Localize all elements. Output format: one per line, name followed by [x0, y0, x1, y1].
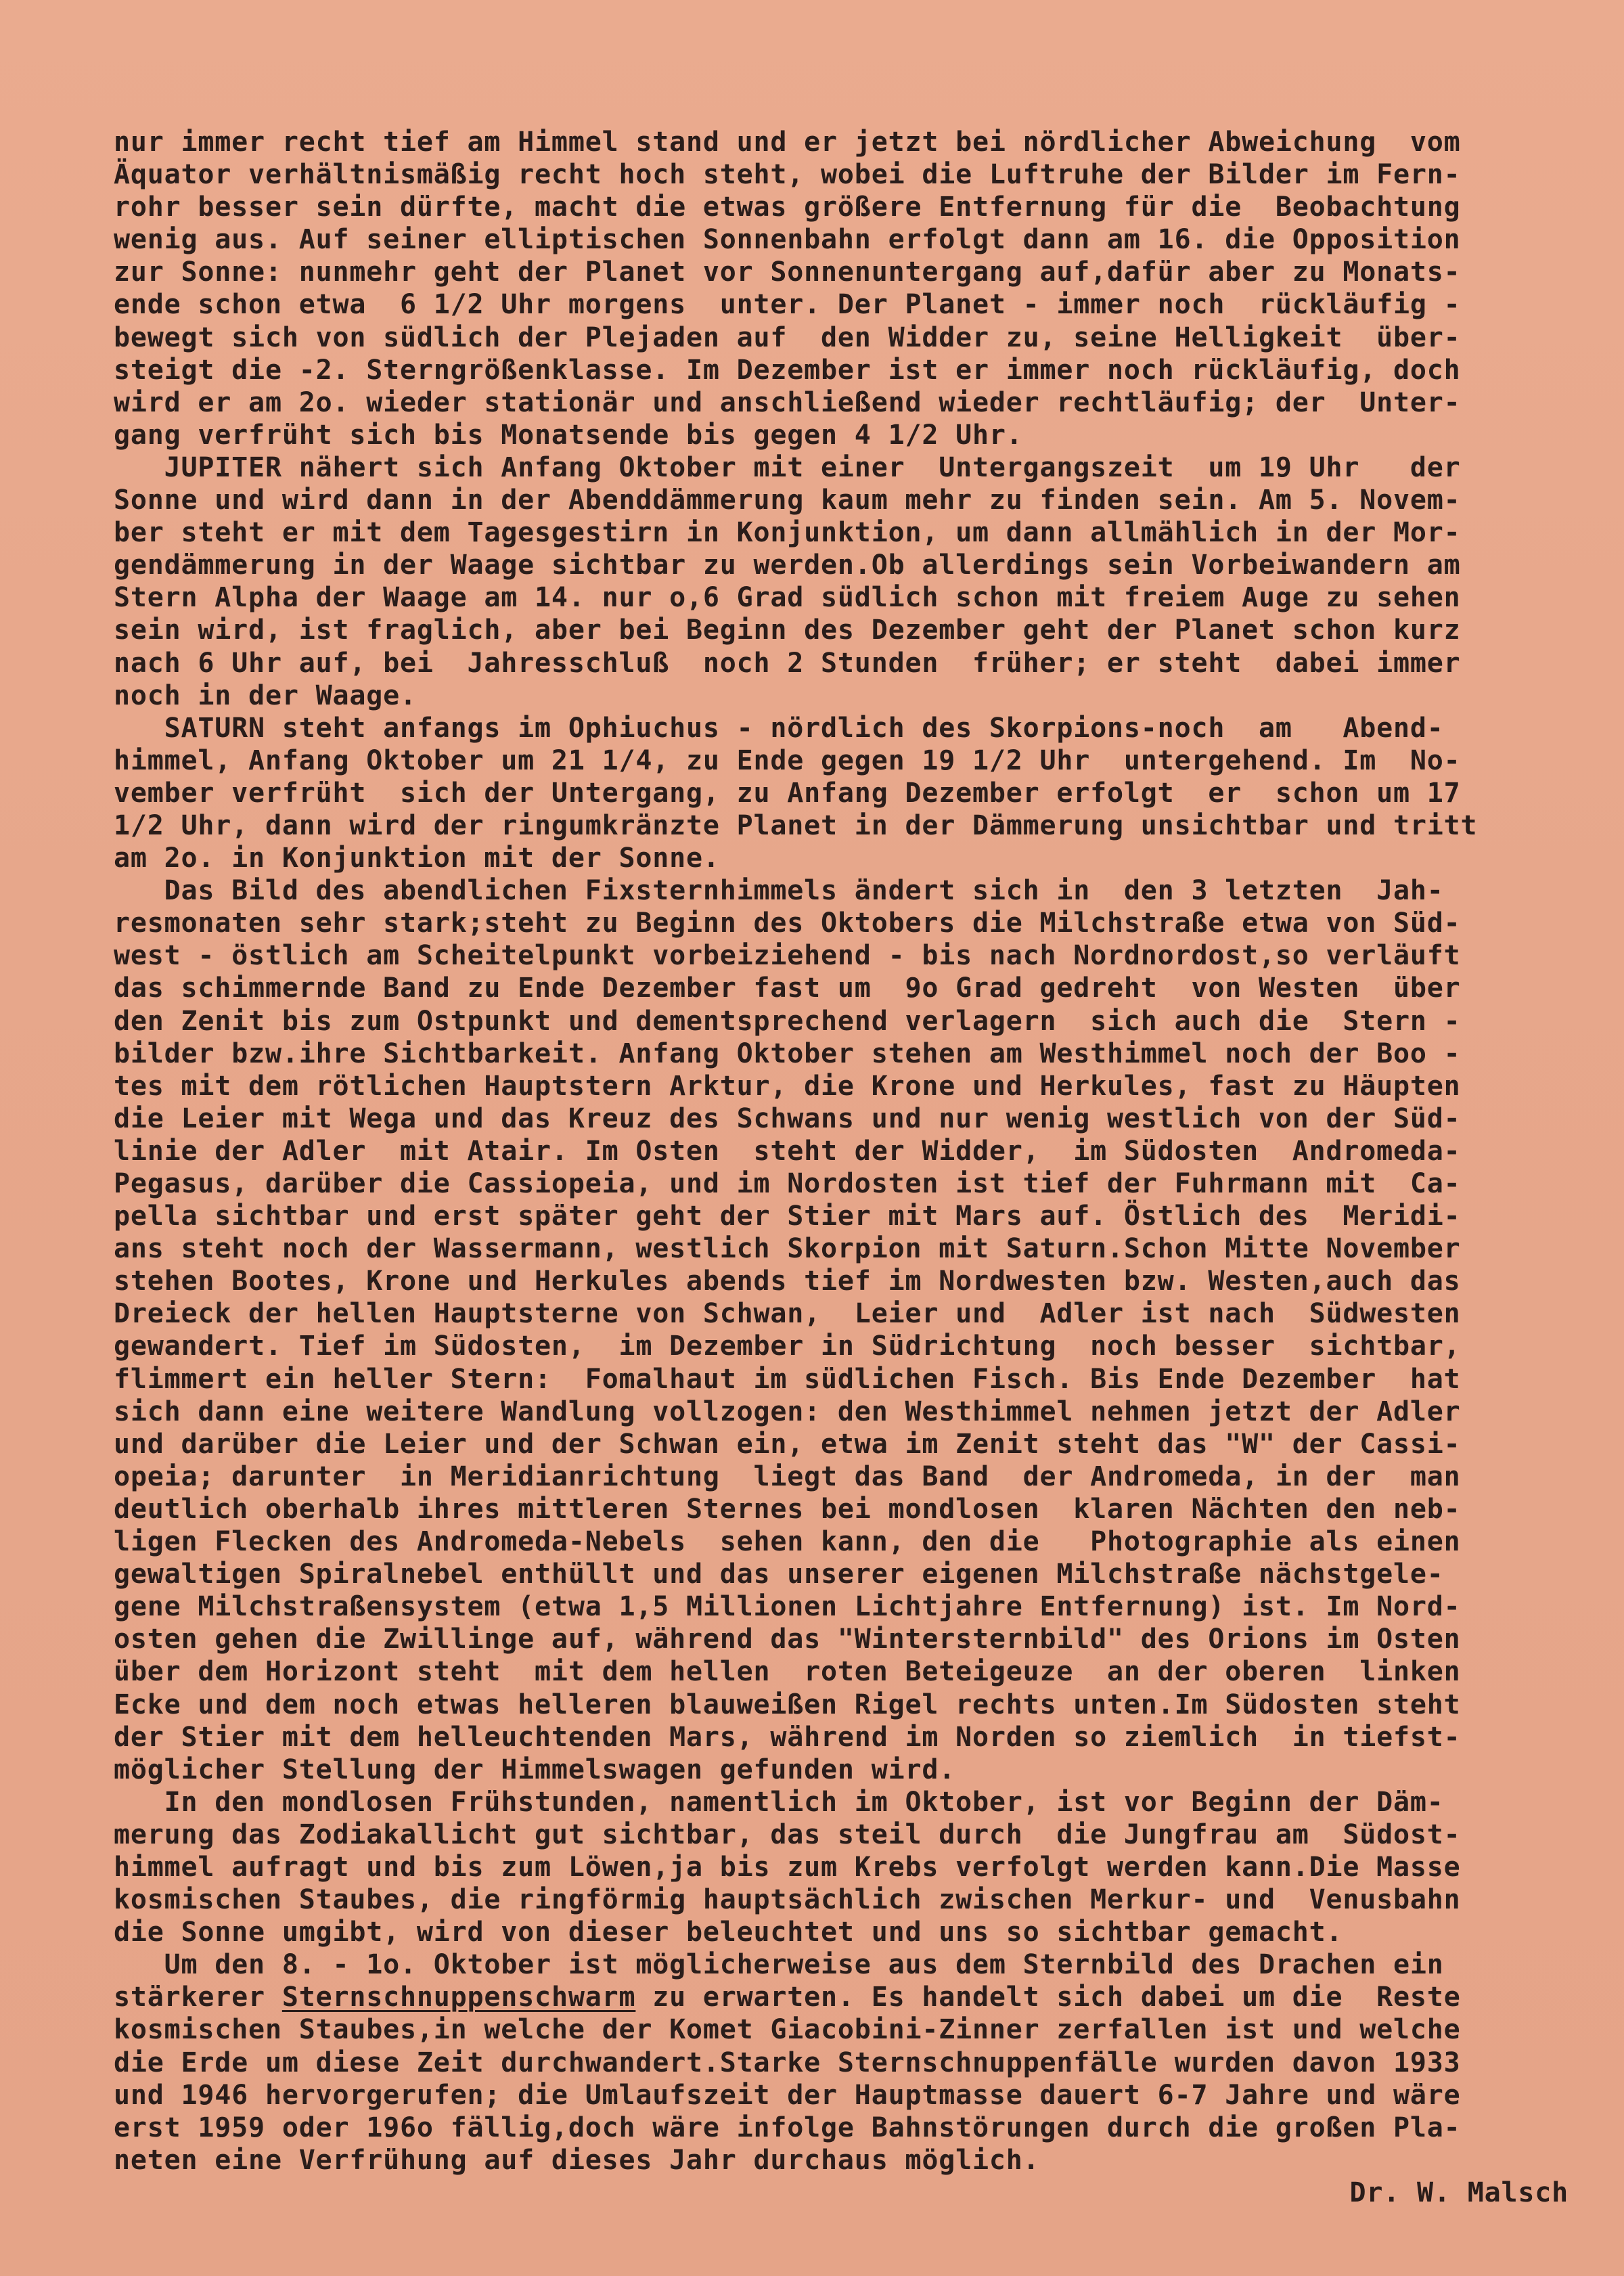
text-line: wird er am 2o. wieder stationär und anschließend wieder rechtläufig; der Unter- — [114, 386, 1461, 418]
text-line: neten eine Verfrühung auf dieses Jahr durchaus möglich. — [114, 2144, 1040, 2176]
text-line: bilder bzw.ihre Sichtbarkeit. Anfang Oktober stehen am Westhimmel noch der Boo - — [114, 1037, 1461, 1069]
text-line: den Zenit bis zum Ostpunkt und dementsprechend verlagern sich auch die Stern - — [114, 1005, 1461, 1037]
text-line: vember verfrüht sich der Untergang, zu Anfang Dezember erfolgt er schon um 17 — [114, 777, 1461, 809]
text-line: Dreieck der hellen Hauptsterne von Schwan, Leier und Adler ist nach Südwesten — [114, 1298, 1461, 1330]
text-line: 1/2 Uhr, dann wird der ringumkränzte Planet in der Dämmerung unsichtbar und tritt — [114, 809, 1478, 841]
text-line: In den mondlosen Frühstunden, namentlich im Oktober, ist vor Beginn der Däm- — [114, 1786, 1444, 1818]
text-line: gendämmerung in der Waage sichtbar zu werden.Ob allerdings sein Vorbeiwandern am — [114, 550, 1461, 581]
typewritten-text — [114, 126, 1569, 2209]
text-line: wenig aus. Auf seiner elliptischen Sonnenbahn erfolgt dann am 16. die Opposition — [114, 224, 1461, 256]
text-line: pella sichtbar und erst später geht der Stier mit Mars auf. Östlich des Meridi- — [114, 1201, 1461, 1232]
text-line: flimmert ein heller Stern: Fomalhaut im südlichen Fisch. Bis Ende Dezember hat — [114, 1363, 1461, 1395]
text-line: rohr besser sein dürfte, macht die etwas größere Entfernung für die Beobachtung — [114, 192, 1461, 223]
text-line: bewegt sich von südlich der Plejaden auf den Widder zu, seine Helligkeit über- — [114, 321, 1461, 353]
text-line: resmonaten sehr stark;steht zu Beginn des Oktobers die Milchstraße etwa von Süd- — [114, 908, 1461, 939]
text-line: ligen Flecken des Andromeda-Nebels sehen kann, den die Photographie als einen — [114, 1526, 1461, 1558]
underlined-term: Sternschnuppenschwarm — [281, 1982, 636, 2013]
text-line: stehen Bootes, Krone und Herkules abends tief im Nordwesten bzw. Westen,auch das — [114, 1266, 1461, 1297]
text-line: und 1946 hervorgerufen; die Umlaufszeit der Hauptmasse dauert 6-7 Jahre und wäre — [114, 2079, 1461, 2111]
text-line: möglicher Stellung der Himmelswagen gefunden wird. — [114, 1754, 956, 1785]
text-line: merung das Zodiakallicht gut sichtbar, das steil durch die Jungfrau am Südost- — [114, 1818, 1461, 1850]
text-line: der Stier mit dem helleuchtenden Mars, während im Norden so ziemlich in tiefst- — [114, 1721, 1461, 1753]
text-line: nach 6 Uhr auf, bei Jahresschluß noch 2 Stunden früher; er steht dabei immer — [114, 647, 1461, 679]
text-line: kosmischen Staubes,in welche der Komet Giacobini-Zinner zerfallen ist und welche — [114, 2014, 1461, 2046]
text-line: Äquator verhältnismäßig recht hoch steht, wobei die Luftruhe der Bilder im Fern- — [114, 159, 1461, 191]
text-line: SATURN steht anfangs im Ophiuchus - nördlich des Skorpions-noch am Abend- — [114, 712, 1444, 744]
text-line: gang verfrüht sich bis Monatsende bis gegen 4 1/2 Uhr. — [114, 419, 1023, 451]
text-line: gewaltigen Spiralnebel enthüllt und das unserer eigenen Milchstraße nächstgele- — [114, 1559, 1444, 1590]
text-line: osten gehen die Zwillinge auf, während das "Wintersternbild" des Orions im Osten — [114, 1624, 1461, 1655]
text-line: tes mit dem rötlichen Hauptstern Arktur, die Krone und Herkules, fast zu Häupten — [114, 1070, 1461, 1102]
text-line: Pegasus, darüber die Cassiopeia, und im Nordosten ist tief der Fuhrmann mit Ca- — [114, 1168, 1461, 1199]
text-line: das schimmernde Band zu Ende Dezember fast um 9o Grad gedreht von Westen über — [114, 973, 1461, 1004]
text-line: opeia; darunter in Meridianrichtung liegt das Band der Andromeda, in der man — [114, 1460, 1461, 1492]
text-line: Um den 8. - 1o. Oktober ist möglicherweise aus dem Sternbild des Drachen ein — [114, 1949, 1444, 1981]
text-line: himmel, Anfang Oktober um 21 1/4, zu Ende gegen 19 1/2 Uhr untergehend. Im No- — [114, 744, 1461, 776]
text-line: ans steht noch der Wassermann, westlich Skorpion mit Saturn.Schon Mitte November — [114, 1233, 1461, 1265]
text-line: ber steht er mit dem Tagesgestirn in Konjunktion, um dann allmählich in der Mor- — [114, 517, 1461, 549]
text-line: über dem Horizont steht mit dem hellen roten Beteigeuze an der oberen linken — [114, 1656, 1461, 1688]
text-line: sich dann eine weitere Wandlung vollzogen: den Westhimmel nehmen jetzt der Adler — [114, 1396, 1461, 1427]
text-line: zur Sonne: nunmehr geht der Planet vor Sonnenuntergang auf,dafür aber zu Monats- — [114, 256, 1461, 288]
text-line: linie der Adler mit Atair. Im Osten steht der Widder, im Südosten Andromeda- — [114, 1135, 1461, 1167]
text-line: Sonne und wird dann in der Abenddämmerung kaum mehr zu finden sein. Am 5. Novem- — [114, 485, 1461, 516]
text-line: am 2o. in Konjunktion mit der Sonne. — [114, 843, 720, 874]
text-line: nur immer recht tief am Himmel stand und er jetzt bei nördlicher Abweichung vom — [114, 127, 1461, 158]
text-line: noch in der Waage. — [114, 679, 417, 711]
text-line: gene Milchstraßensystem (etwa 1,5 Millionen Lichtjahre Entfernung) ist. Im Nord- — [114, 1591, 1461, 1623]
text-line: sein wird, ist fraglich, aber bei Beginn des Dezember geht der Planet schon kurz — [114, 615, 1461, 646]
text-line: JUPITER nähert sich Anfang Oktober mit einer Untergangszeit um 19 Uhr der — [114, 451, 1461, 483]
text-line: deutlich oberhalb ihres mittleren Sternes bei mondlosen klaren Nächten den neb- — [114, 1493, 1461, 1525]
text-line-underlined — [114, 1981, 1569, 2013]
text-line: erst 1959 oder 196o fällig,doch wäre infolge Bahnstörungen durch die großen Pla- — [114, 2112, 1461, 2143]
author-signature: Dr. W. Malsch — [1349, 2177, 1569, 2208]
text-line: Stern Alpha der Waage am 14. nur o,6 Grad südlich schon mit freiem Auge zu sehen — [114, 582, 1461, 614]
line-end: zu erwarten. Es handelt sich dabei um die Reste — [635, 1982, 1461, 2013]
text-line: und darüber die Leier und der Schwan ein, etwa im Zenit steht das "W" der Cassi- — [114, 1428, 1461, 1460]
text-line: Ecke und dem noch etwas helleren blauweißen Rigel rechts unten.Im Südosten steht — [114, 1689, 1461, 1720]
text-line: die Leier mit Wega und das Kreuz des Schwans und nur wenig westlich von der Süd- — [114, 1102, 1461, 1134]
text-line: die Sonne umgibt, wird von dieser beleuchtet und uns so sichtbar gemacht. — [114, 1917, 1343, 1948]
text-line: kosmischen Staubes, die ringförmig hauptsächlich zwischen Merkur- und Venusbahn — [114, 1884, 1461, 1916]
text-line: gewandert. Tief im Südosten, im Dezember in Südrichtung noch besser sichtbar, — [114, 1331, 1461, 1362]
text-line: Das Bild des abendlichen Fixsternhimmels ändert sich in den 3 letzten Jah- — [114, 875, 1444, 907]
text-line: west - östlich am Scheitelpunkt vorbeiziehend - bis nach Nordnordost,so verläuft — [114, 940, 1461, 972]
text-line: steigt die -2. Sterngrößenklasse. Im Dezember ist er immer noch rückläufig, doch — [114, 354, 1461, 386]
line-start: stärkerer — [114, 1982, 282, 2013]
text-line: himmel aufragt und bis zum Löwen,ja bis zum Krebs verfolgt werden kann.Die Masse — [114, 1851, 1461, 1883]
text-line: die Erde um diese Zeit durchwandert.Starke Sternschnuppenfälle wurden davon 1933 — [114, 2047, 1461, 2078]
text-line: ende schon etwa 6 1/2 Uhr morgens unter. Der Planet - immer noch rückläufig - — [114, 289, 1461, 321]
